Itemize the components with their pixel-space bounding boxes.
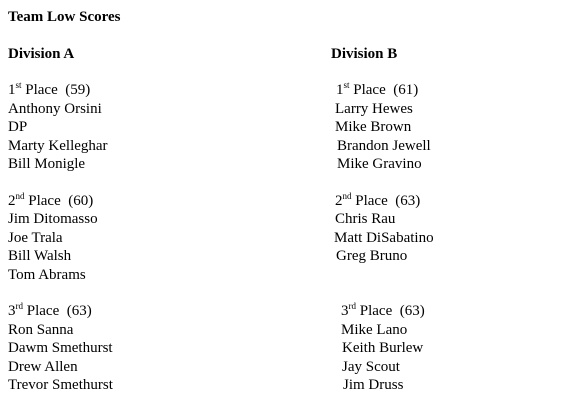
player-name: Bill Walsh <box>8 248 72 264</box>
division-a-place-1-heading: 1st Place (59) <box>8 80 91 98</box>
player-name: Anthony Orsini <box>8 101 102 117</box>
player-name: Bill Monigle <box>8 156 86 172</box>
player-name: Drew Allen <box>8 359 78 375</box>
player-name: Joe Trala <box>8 230 63 246</box>
player-name: Dawm Smethurst <box>8 340 113 356</box>
player-name: Jim Druss <box>343 377 404 393</box>
division-a-heading: Division A <box>8 46 75 62</box>
division-b-place-1-heading: 1st Place (61) <box>336 80 419 98</box>
division-b-heading: Division B <box>331 46 398 62</box>
player-name: Mike Brown <box>335 119 412 135</box>
player-name: Chris Rau <box>335 211 396 227</box>
player-name: Keith Burlew <box>342 340 424 356</box>
player-name: Trevor Smethurst <box>8 377 113 393</box>
player-name: Matt DiSabatino <box>334 230 434 246</box>
player-name: Brandon Jewell <box>337 138 431 154</box>
division-b-place-3-heading: 3rd Place (63) <box>341 301 425 319</box>
player-name: Mike Gravino <box>337 156 422 172</box>
player-name: Marty Kelleghar <box>8 138 108 154</box>
player-name: Tom Abrams <box>8 267 86 283</box>
player-name: DP <box>8 119 28 135</box>
player-name: Jim Ditomasso <box>8 211 98 227</box>
division-b-place-2-heading: 2nd Place (63) <box>335 191 421 209</box>
player-name: Greg Bruno <box>336 248 408 264</box>
division-a-place-3-heading: 3rd Place (63) <box>8 301 92 319</box>
player-name: Mike Lano <box>341 322 408 338</box>
player-name: Larry Hewes <box>335 101 413 117</box>
division-a-place-2-heading: 2nd Place (60) <box>8 191 94 209</box>
page-title: Team Low Scores <box>8 9 121 25</box>
player-name: Jay Scout <box>342 359 400 375</box>
player-name: Ron Sanna <box>8 322 74 338</box>
